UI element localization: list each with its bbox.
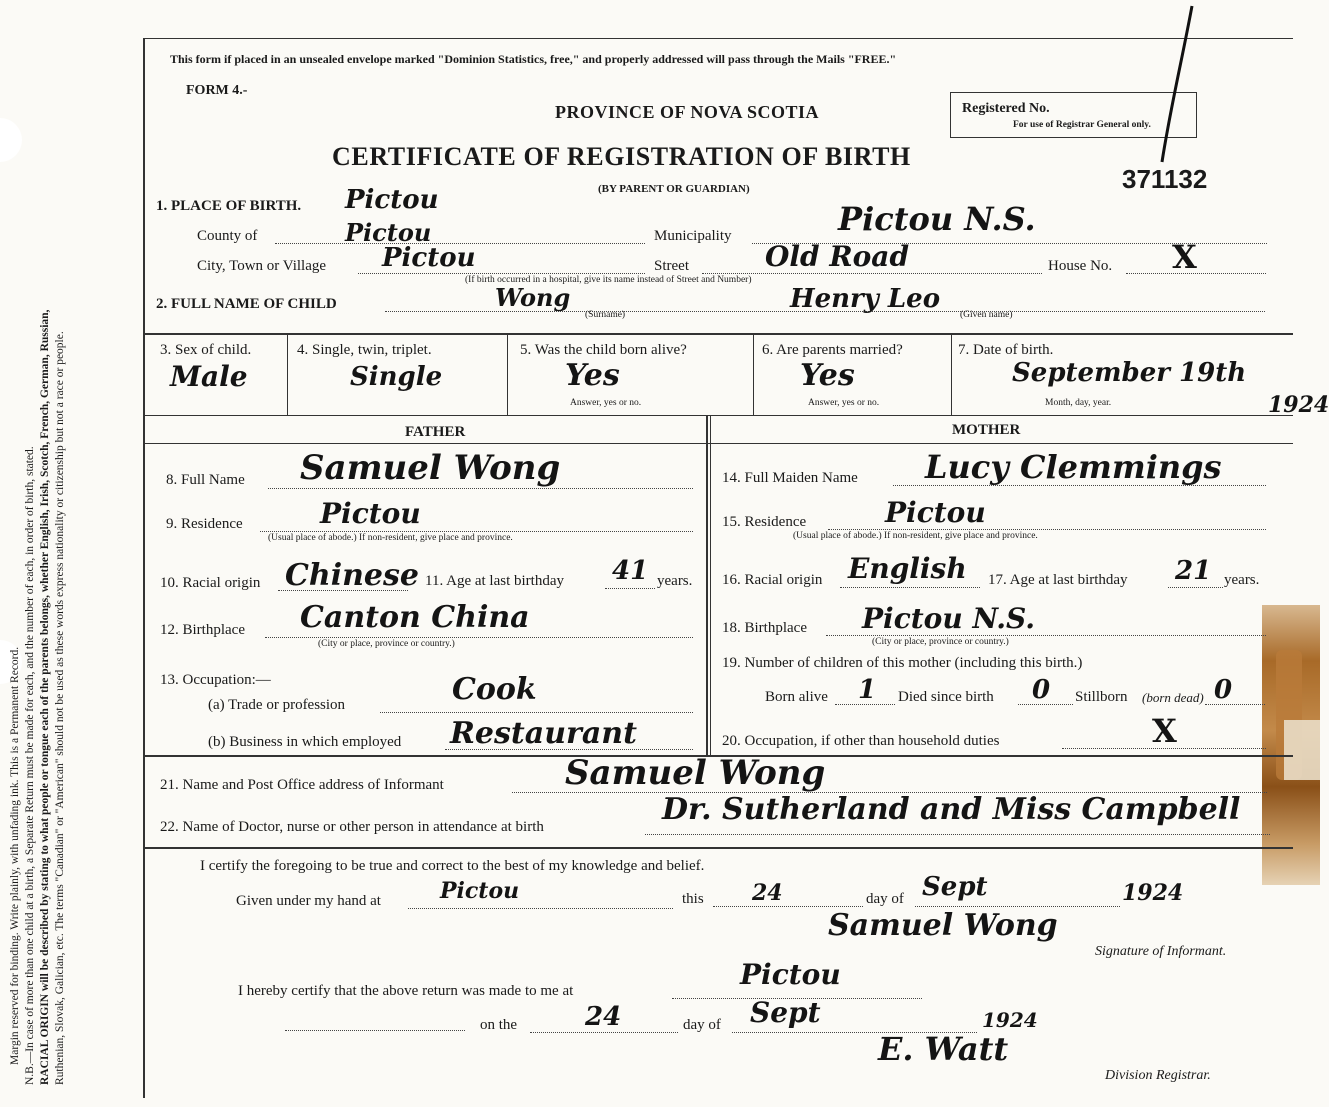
attendant-line	[645, 834, 1270, 835]
form-number: FORM 4.-	[186, 83, 248, 98]
section-divider-2	[143, 415, 1293, 416]
street-value: Old Road	[765, 240, 910, 273]
father-residence-label: 9. Residence	[166, 516, 243, 532]
certify-month-value: Sept	[922, 872, 988, 902]
child-given-name-value: Henry Leo	[790, 284, 941, 314]
mother-name-value: Lucy Clemmings	[925, 448, 1222, 486]
father-name-value: Samuel Wong	[300, 448, 561, 488]
child-name-label: 2. FULL NAME OF CHILD	[156, 296, 337, 312]
city-label: City, Town or Village	[197, 258, 327, 274]
mother-racial-line	[840, 587, 980, 588]
father-trade-value: Cook	[452, 672, 537, 707]
father-residence-line	[260, 531, 693, 532]
mother-residence-value: Pictou	[885, 496, 986, 529]
registered-label: Registered No.	[962, 101, 1050, 116]
registrar-title: Division Registrar.	[1105, 1068, 1211, 1083]
father-age-line	[605, 588, 655, 589]
section-divider-4	[143, 847, 1293, 849]
county-label: County of	[197, 228, 258, 244]
father-heading: FATHER	[405, 424, 466, 440]
died-since-birth-label: Died since birth	[898, 689, 994, 705]
father-mother-divider	[706, 416, 708, 756]
given-place-value: Pictou	[440, 878, 520, 904]
multiple-birth-value: Single	[350, 362, 443, 392]
multiple-birth-label: 4. Single, twin, triplet.	[297, 342, 432, 358]
father-age-value: 41	[612, 556, 649, 586]
certify-this-label: this	[682, 891, 704, 907]
stillborn-label: Stillborn	[1075, 689, 1128, 705]
mother-birthplace-line	[826, 635, 1266, 636]
date-of-birth-label: 7. Date of birth.	[958, 342, 1054, 358]
father-birthplace-line	[265, 637, 693, 638]
father-name-line	[268, 488, 693, 489]
born-alive-count-label: Born alive	[765, 689, 828, 705]
form-left-border	[143, 38, 145, 1098]
registrar-place-value: Pictou	[740, 958, 841, 991]
municipality-label: Municipality	[654, 228, 732, 244]
mother-age-label: 17. Age at last birthday	[988, 572, 1128, 588]
mother-birthplace-value: Pictou N.S.	[862, 602, 1035, 635]
mother-residence-line	[828, 529, 1266, 530]
mother-heading: MOTHER	[952, 422, 1021, 438]
registration-slash-mark	[1140, 0, 1210, 170]
municipality-value: Pictou N.S.	[838, 200, 1036, 238]
house-number-label: House No.	[1048, 258, 1113, 274]
born-alive-count-value: 1	[858, 675, 877, 705]
county-value: Pictou	[345, 218, 432, 247]
hospital-note: (If birth occurred in a hospital, give its name instead of Street and Number)	[465, 275, 752, 285]
father-occupation-label: 13. Occupation:—	[160, 672, 271, 688]
father-business-value: Restaurant	[450, 716, 637, 751]
house-number-value: X	[1172, 238, 1197, 276]
parents-heading-rule	[143, 443, 1293, 444]
mother-children-label: 19. Number of children of this mother (including this birth.)	[722, 655, 1083, 671]
father-name-label: 8. Full Name	[166, 472, 245, 488]
mother-birthplace-note: (City or place, province or country.)	[872, 637, 1009, 647]
sex-value: Male	[170, 360, 248, 393]
given-name-note: (Given name)	[960, 310, 1013, 320]
mother-residence-note: (Usual place of abode.) If non-resident, give place and province.	[793, 531, 1038, 541]
born-alive-value: Yes	[565, 358, 620, 393]
registrar-day-of-label: day of	[683, 1017, 721, 1033]
certify-year-value: 1924	[1122, 880, 1184, 906]
mother-name-label: 14. Full Maiden Name	[722, 470, 858, 486]
father-business-label: (b) Business in which employed	[208, 734, 402, 750]
col-divider-4-5	[507, 335, 508, 415]
date-of-birth-value: September 19th	[1012, 358, 1247, 388]
given-place-line	[408, 908, 673, 909]
certificate-subtitle: (BY PARENT OR GUARDIAN)	[598, 183, 750, 195]
registrar-day-value: 24	[585, 1002, 622, 1032]
given-under-hand-label: Given under my hand at	[236, 893, 381, 909]
attendant-label: 22. Name of Doctor, nurse or other person in attendance at birth	[160, 819, 544, 835]
margin-line-4: Ruthenian, Slovak, Galician, etc. The terms "Canadian" or "American" should not be used as these words express nationality or citizenship but not a race or people.	[54, 331, 66, 1085]
father-years: years.	[657, 573, 693, 589]
informant-label: 21. Name and Post Office address of Informant	[160, 777, 444, 793]
mother-years: years.	[1224, 572, 1260, 588]
margin-line-3: RACIAL ORIGIN will be described by stating to what people or tongue each of the parents belongs, whether English, Irish, Scotch, French, German, Russian,	[39, 309, 51, 1085]
certify-day-of-label: day of	[866, 891, 904, 907]
father-birthplace-label: 12. Birthplace	[160, 622, 245, 638]
certificate-title: CERTIFICATE OF REGISTRATION OF BIRTH	[332, 142, 911, 171]
stillborn-value: 0	[1214, 675, 1233, 705]
mother-birthplace-label: 18. Birthplace	[722, 620, 807, 636]
section-divider-1	[143, 333, 1293, 335]
father-racial-value: Chinese	[285, 558, 419, 593]
father-residence-value: Pictou	[320, 497, 421, 530]
certify-day-value: 24	[752, 880, 783, 906]
margin-line-1: Margin reserved for binding. Write plainly, with unfading ink. This is a Permanent Record.	[9, 646, 21, 1065]
registrar-blank-line	[285, 1030, 465, 1031]
registrar-use-note: For use of Registrar General only.	[1013, 120, 1151, 130]
registrar-signature: E. Watt	[878, 1030, 1009, 1068]
form-top-border	[143, 38, 1293, 39]
mother-age-line	[1168, 587, 1223, 588]
sex-label: 3. Sex of child.	[160, 342, 252, 358]
born-alive-label: 5. Was the child born alive?	[520, 342, 687, 358]
child-surname-value: Wong	[495, 283, 571, 312]
registrar-year-value: 1924	[982, 1008, 1038, 1032]
date-of-birth-note: Month, day, year.	[1045, 398, 1112, 408]
father-mother-divider-inner	[710, 416, 711, 756]
father-trade-line	[380, 712, 693, 713]
father-residence-note: (Usual place of abode.) If non-resident, give place and province.	[268, 533, 513, 543]
place-of-birth-value: Pictou	[345, 185, 439, 215]
registrar-on-the-label: on the	[480, 1017, 518, 1033]
informant-signature-label: Signature of Informant.	[1095, 944, 1227, 959]
registrar-statement: I hereby certify that the above return was made to me at	[238, 983, 574, 999]
attendant-value: Dr. Sutherland and Miss Campbell	[662, 792, 1241, 827]
col-divider-6-7	[951, 335, 952, 415]
father-birthplace-note: (City or place, province or country.)	[318, 639, 455, 649]
place-of-birth-label: 1. PLACE OF BIRTH.	[156, 198, 302, 214]
city-line	[358, 273, 645, 274]
province-heading: PROVINCE OF NOVA SCOTIA	[555, 102, 820, 122]
registrar-day-line	[530, 1032, 678, 1033]
certify-day-line	[713, 906, 863, 907]
father-age-label: 11. Age at last birthday	[425, 573, 564, 589]
street-label: Street	[654, 258, 689, 274]
born-alive-note: Answer, yes or no.	[570, 398, 642, 408]
registrar-month-value: Sept	[750, 996, 821, 1029]
mother-racial-label: 16. Racial origin	[722, 572, 823, 588]
mother-residence-label: 15. Residence	[722, 514, 807, 530]
mother-occupation-label: 20. Occupation, if other than household duties	[722, 733, 1000, 749]
col-divider-3-4	[287, 335, 288, 415]
father-birthplace-value: Canton China	[300, 600, 530, 635]
mother-racial-value: English	[848, 552, 967, 585]
margin-instructions	[8, 25, 68, 1085]
died-since-birth-value: 0	[1032, 675, 1051, 705]
father-racial-label: 10. Racial origin	[160, 575, 261, 591]
parents-married-value: Yes	[800, 358, 855, 393]
mail-notice: This form if placed in an unsealed envelope marked "Dominion Statistics, free," and properly addressed will pass through the Mails "FREE."	[170, 52, 897, 66]
street-line	[702, 273, 1042, 274]
certify-month-line	[915, 906, 1120, 907]
paper-stain-light	[1284, 720, 1320, 780]
col-divider-5-6	[753, 335, 754, 415]
informant-value: Samuel Wong	[565, 753, 826, 793]
city-value: Pictou	[382, 243, 476, 273]
informant-signature: Samuel Wong	[828, 908, 1058, 943]
father-trade-label: (a) Trade or profession	[208, 697, 346, 713]
registered-number: 371132	[1122, 164, 1208, 194]
parents-married-note: Answer, yes or no.	[808, 398, 880, 408]
parents-married-label: 6. Are parents married?	[762, 342, 903, 358]
surname-note: (Surname)	[585, 310, 626, 320]
date-of-birth-year: 1924	[1268, 392, 1329, 418]
mother-occupation-value: X	[1152, 712, 1177, 750]
mother-age-value: 21	[1175, 556, 1212, 586]
margin-line-2: N.B.—In case of more than one child at a birth, a Separate Return must be made for each, and the number of each, in order of birth, stated.	[24, 446, 36, 1085]
stillborn-note: (born dead)	[1142, 690, 1204, 705]
certify-statement: I certify the foregoing to be true and correct to the best of my knowledge and belief.	[200, 858, 705, 874]
